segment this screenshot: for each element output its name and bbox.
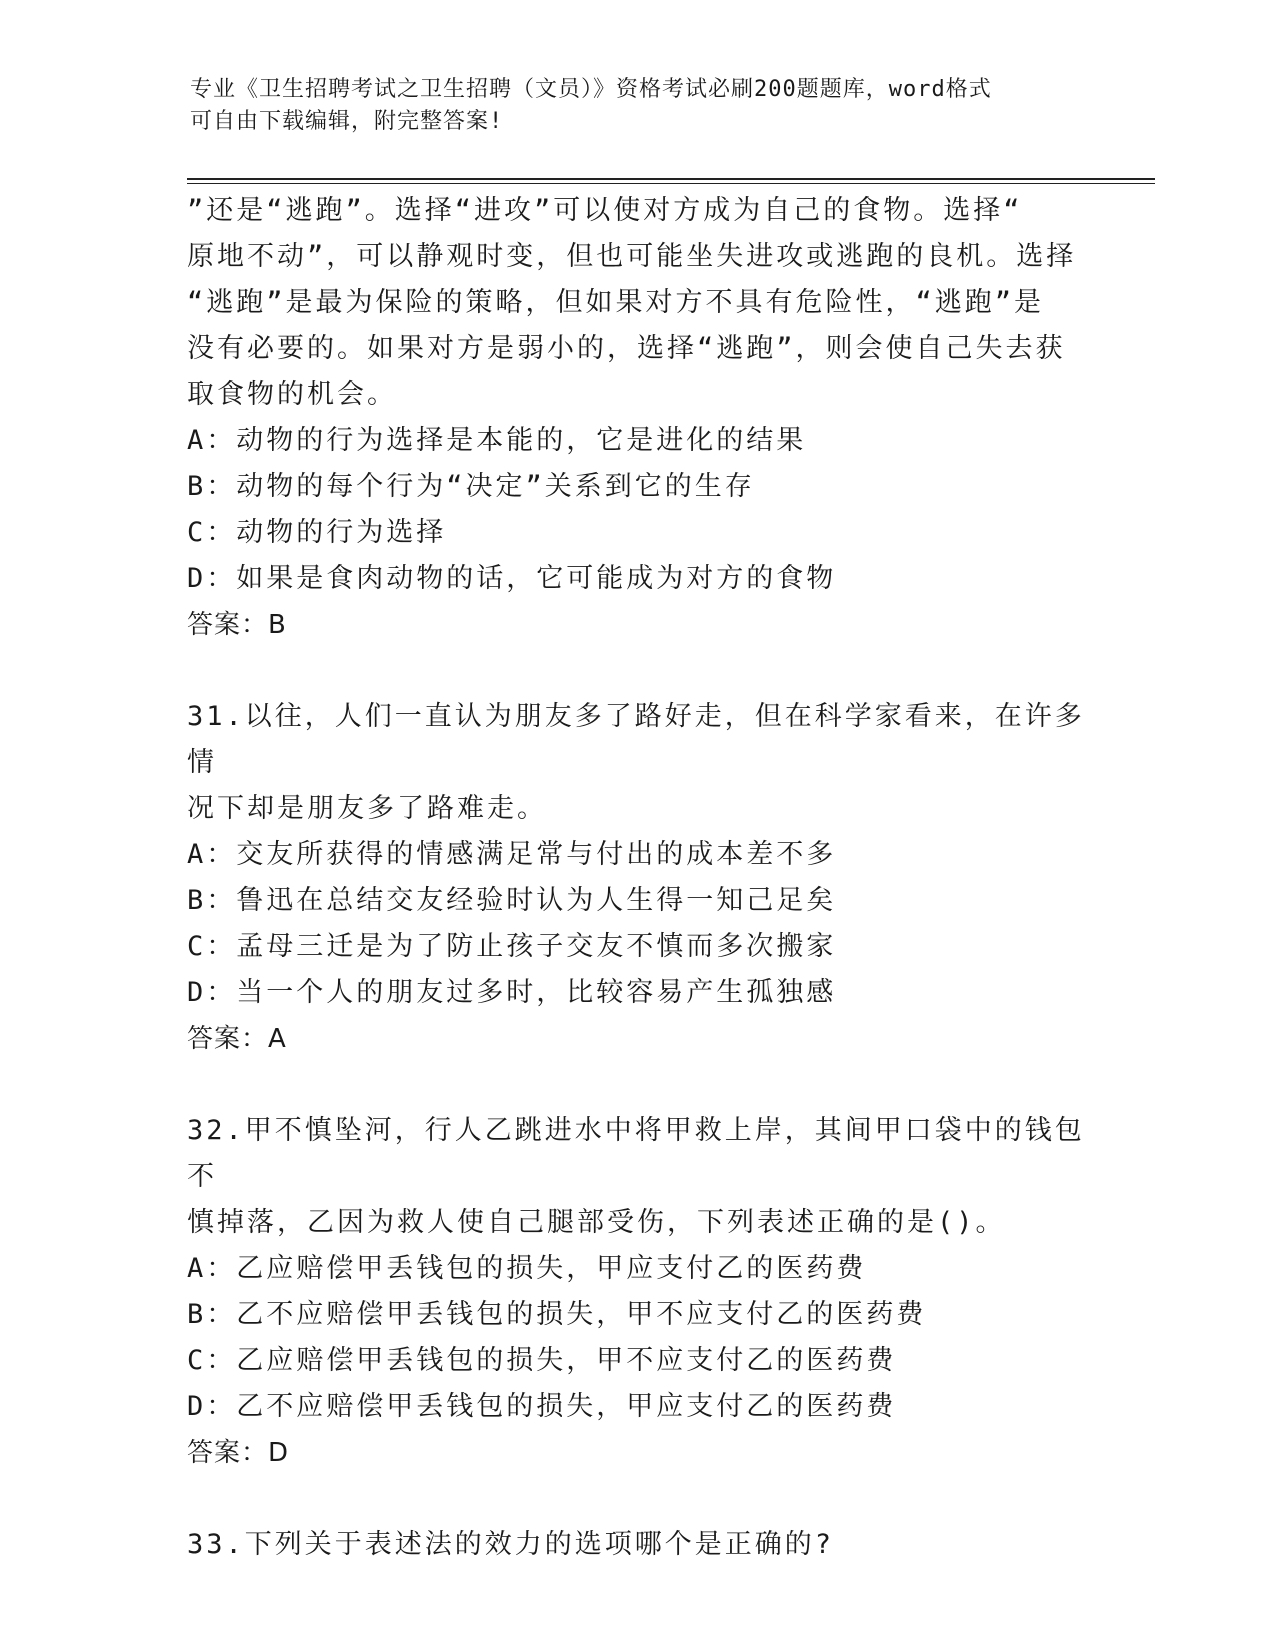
header-title-line-2: 可自由下载编辑，附完整答案! [190,109,504,134]
option-a: A：乙应赔偿甲丢钱包的损失，甲应支付乙的医药费 [187,1253,867,1284]
question-30 [187,188,1087,648]
header-divider-thin [187,183,1155,184]
page-header [190,74,1070,138]
question-text-line: 况下却是朋友多了路难走。 [187,793,547,824]
option-d: D：乙不应赔偿甲丢钱包的损失，甲应支付乙的医药费 [187,1391,897,1422]
question-text-line: 33.下列关于表述法的效力的选项哪个是正确的? [187,1529,835,1560]
option-b: B：乙不应赔偿甲丢钱包的损失，甲不应支付乙的医药费 [187,1299,927,1330]
answer-label: 答案：B [187,610,287,640]
question-text-line: 原地不动”，可以静观时变，但也可能坐失进攻或逃跑的良机。选择 [187,241,1077,272]
question-text-line: 32.甲不慎坠河，行人乙跳进水中将甲救上岸，其间甲口袋中的钱包不 [187,1115,1085,1192]
option-b: B：鲁迅在总结交友经验时认为人生得一知己足矣 [187,885,837,916]
option-c: C：乙应赔偿甲丢钱包的损失，甲不应支付乙的医药费 [187,1345,897,1376]
spacer [187,648,1087,694]
answer-label: 答案：D [187,1438,290,1468]
option-a: A：动物的行为选择是本能的，它是进化的结果 [187,425,807,456]
option-d: D：如果是食肉动物的话，它可能成为对方的食物 [187,563,837,594]
question-32 [187,1108,1087,1476]
header-title-line-1: 专业《卫生招聘考试之卫生招聘（文员）》资格考试必刷200题题库，word格式 [190,77,992,102]
option-c: C：动物的行为选择 [187,517,447,548]
spacer [187,1476,1087,1522]
answer-label: 答案：A [187,1024,287,1054]
question-text-line: 31.以往，人们一直认为朋友多了路好走，但在科学家看来，在许多情 [187,701,1085,778]
question-31 [187,694,1087,1062]
document-body [187,188,1087,1568]
question-text-line: 慎掉落，乙因为救人使自己腿部受伤，下列表述正确的是()。 [187,1207,1006,1238]
question-text-line: “逃跑”是最为保险的策略，但如果对方不具有危险性，“逃跑”是 [187,287,1045,318]
header-divider [187,178,1155,180]
option-a: A：交友所获得的情感满足常与付出的成本差不多 [187,839,837,870]
question-33 [187,1522,1087,1568]
spacer [187,1062,1087,1108]
option-d: D：当一个人的朋友过多时，比较容易产生孤独感 [187,977,837,1008]
option-b: B：动物的每个行为“决定”关系到它的生存 [187,471,755,502]
question-text-line: 取食物的机会。 [187,379,397,410]
question-text-line: 没有必要的。如果对方是弱小的，选择“逃跑”，则会使自己失去获 [187,333,1066,364]
question-text-line: ”还是“逃跑”。选择“进攻”可以使对方成为自己的食物。选择“ [187,195,1023,226]
option-c: C：孟母三迁是为了防止孩子交友不慎而多次搬家 [187,931,837,962]
